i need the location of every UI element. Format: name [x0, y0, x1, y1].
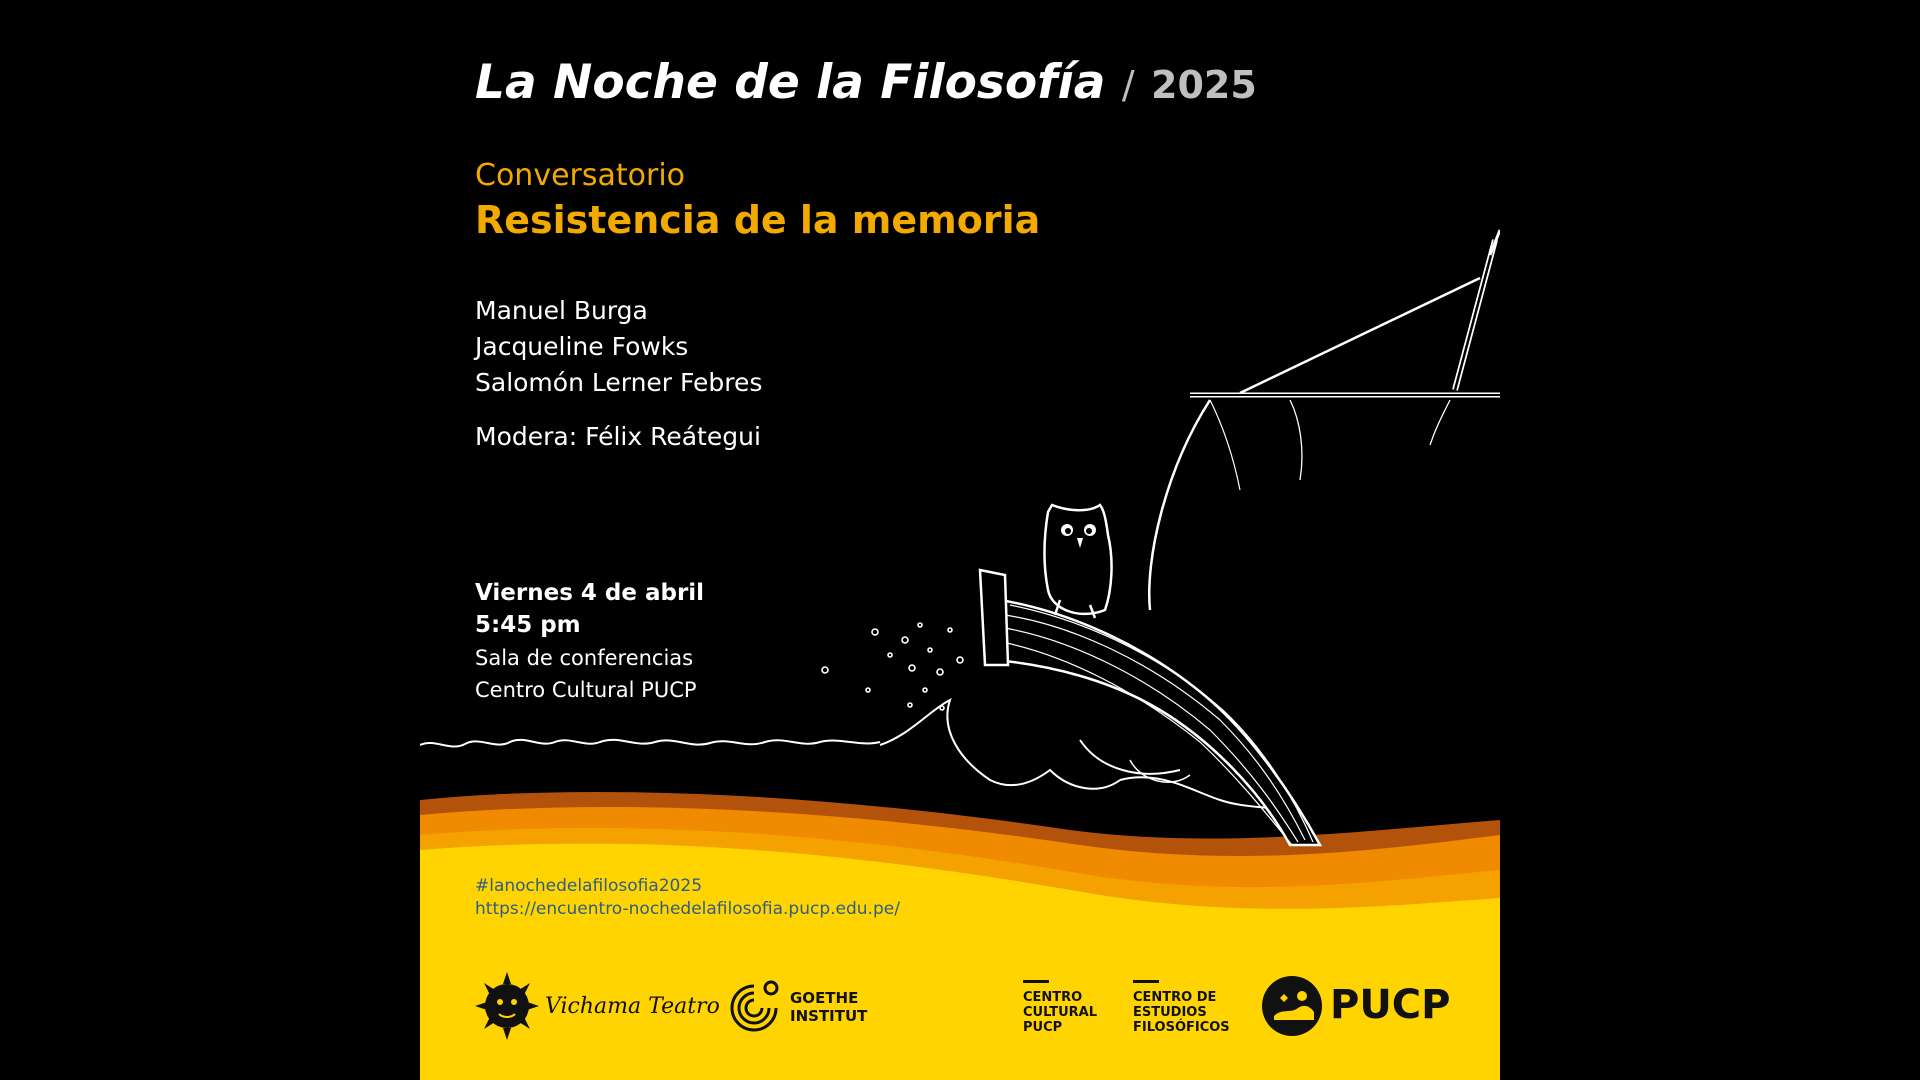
- pucp-logo: [1260, 968, 1460, 1048]
- event-title-text: La Noche de la Filosofía: [475, 55, 1106, 110]
- pucp-emblem-icon: [1260, 968, 1324, 1048]
- centro-cultural-name: CENTRO CULTURAL PUCP: [1023, 990, 1098, 1035]
- moderator: Modera: Félix Reátegui: [475, 422, 761, 451]
- speaker-name: Manuel Burga: [475, 296, 648, 325]
- event-type: Conversatorio: [475, 158, 686, 193]
- logo-divider: [1133, 980, 1159, 983]
- goethe-logo: [724, 968, 894, 1048]
- sponsor-logos: [420, 968, 1500, 1048]
- logo-divider: [1023, 980, 1049, 983]
- illustration-credit: [1480, 610, 1492, 760]
- vichama-name: Vichama Teatro: [545, 994, 720, 1019]
- goethe-circles-icon: [724, 968, 784, 1048]
- vichama-logo: [475, 968, 720, 1048]
- event-hashtag: #lanochedelafilosofia2025: [475, 876, 703, 896]
- speaker-name: Jacqueline Fowks: [475, 332, 689, 361]
- centro-estudios-name: CENTRO DE ESTUDIOS FILOSÓFICOS: [1133, 990, 1230, 1035]
- event-year: 2025: [1151, 63, 1257, 107]
- centro-estudios-logo: [1133, 968, 1243, 1048]
- event-time: 5:45 pm: [475, 612, 581, 638]
- event-date: Viernes 4 de abril: [475, 580, 705, 606]
- event-url: https://encuentro-nochedelafilosofia.pucp.edu.pe/: [475, 899, 900, 919]
- goethe-name: GOETHE INSTITUT: [790, 989, 868, 1025]
- pucp-name: PUCP: [1330, 982, 1451, 1028]
- centro-cultural-logo: [1023, 968, 1113, 1048]
- event-topic: Resistencia de la memoria: [475, 198, 1041, 242]
- speaker-name: Salomón Lerner Febres: [475, 368, 763, 397]
- event-poster: [420, 0, 1500, 1080]
- title-separator: /: [1121, 63, 1135, 107]
- event-title: [475, 55, 1257, 110]
- sun-face-icon: [475, 968, 545, 1048]
- venue-room: Sala de conferencias: [475, 646, 694, 670]
- venue-place: Centro Cultural PUCP: [475, 678, 697, 702]
